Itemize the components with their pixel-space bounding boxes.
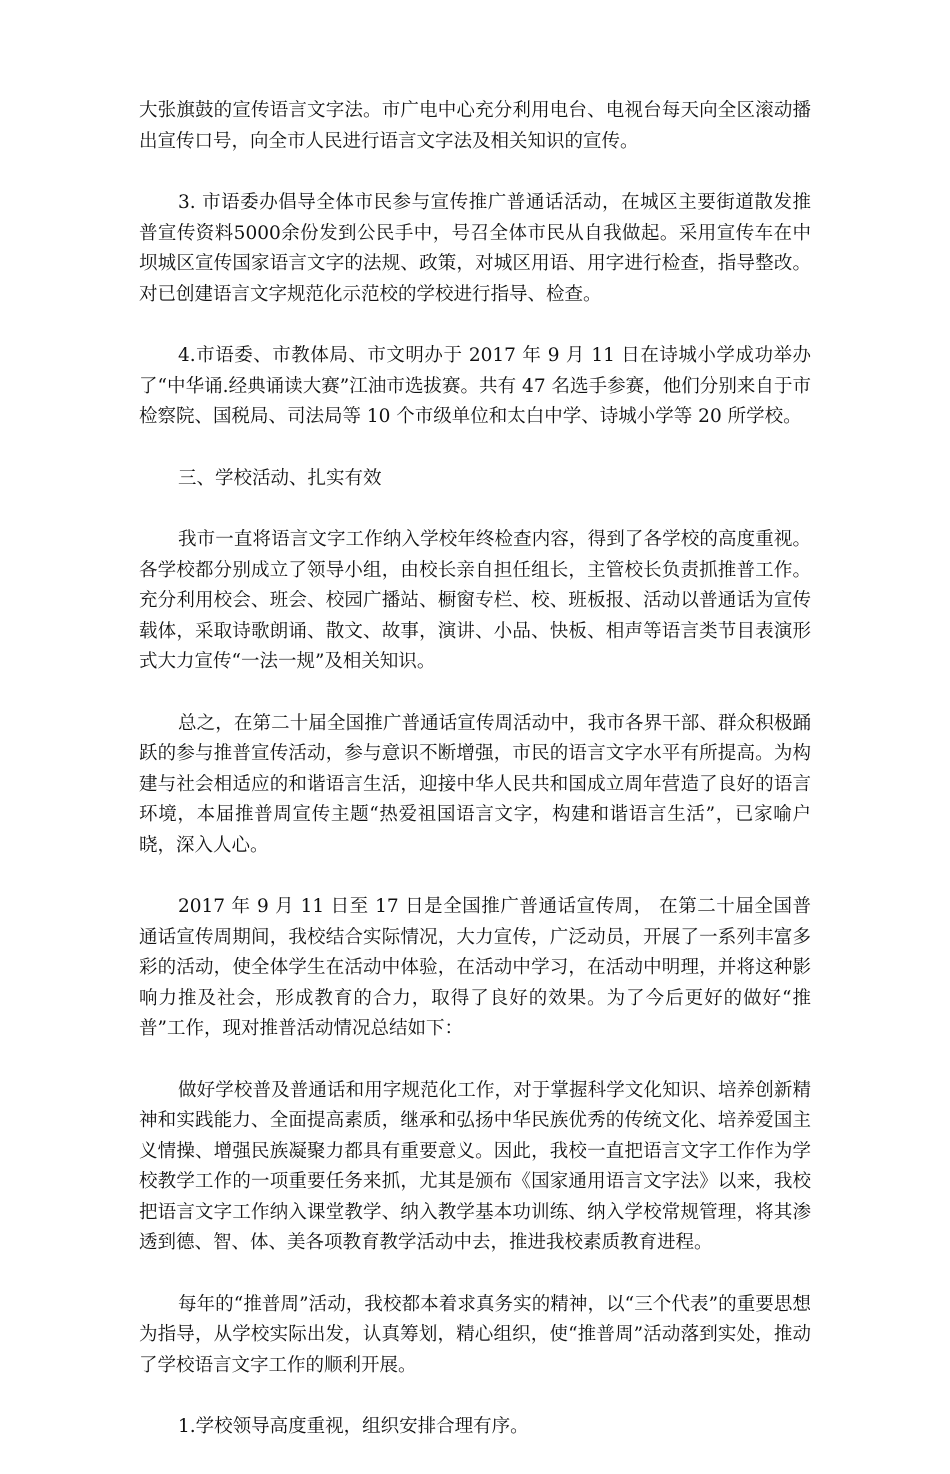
paragraph-standardization: 做好学校普及普通话和用字规范化工作，对于掌握科学文化知识、培养创新精神和实践能力、全面提高素质，继承和弘扬中华民族优秀的传统文化、培养爱国主义情操、增强民族凝聚力都具有重要意义。因此，我校一直把语言文字工作作为学校教学工作的一项重要任务来抓，尤其是颁布《国家通用语言文字法》以来，我校把语言文字工作纳入课堂教学、纳入教学基本功训练、纳入学校常规管理，将其渗透到德、智、体、美各项教育教学活动中去，推进我校素质教育进程。 <box>139 1079 811 1253</box>
paragraph-item-3: 3. 市语委办倡导全体市民参与宣传推广普通话活动，在城区主要街道散发推普宣传资料5000余份发到公民手中，号召全体市民从自我做起。采用宣传车在中坝城区宣传国家语言文字的法规、政策，对城区用语、用字进行检查，指导整改。对已创建语言文字规范化示范校的学校进行指导、检查。 <box>139 192 811 305</box>
paragraph-item-4: 4.市语委、市教体局、市文明办于 2017 年 9 月 11 日在诗城小学成功举办了“中华诵.经典诵读大赛”江油市选拔赛。共有 47 名选手参赛，他们分别来自于市检察院、国税局、司法局等 10 个市级单位和太白中学、诗城小学等 20 所学校。 <box>139 345 811 427</box>
section-heading: 三、学校活动、扎实有效 <box>178 467 382 489</box>
paragraph-item-1: 1.学校领导高度重视，组织安排合理有序。 <box>178 1416 529 1437</box>
paragraph-promotion-week: 2017 年 9 月 11 日至 17 日是全国推广普通话宣传周， 在第二十届全国普通话宣传周期间，我校结合实际情况，大力宣传，广泛动员，开展了一系列丰富多彩的活动，使全体学生在活动中体验，在活动中学习，在活动中明理，并将这种影响力推及社会，形成教育的合力，取得了良好的效果。为了今后更好的做好“推普”工作，现对推普活动情况总结如下： <box>139 896 811 1039</box>
paragraph-continuation: 大张旗鼓的宣传语言文字法。市广电中心充分利用电台、电视台每天向全区滚动播出宣传口号，向全市人民进行语言文字法及相关知识的宣传。 <box>139 100 811 152</box>
paragraph-school-activities: 我市一直将语言文字工作纳入学校年终检查内容，得到了各学校的高度重视。各学校都分别成立了领导小组，由校长亲自担任组长，主管校长负责抓推普工作。充分利用校会、班会、校园广播站、橱窗专栏、校、班板报、活动以普通话为宣传载体，采取诗歌朗诵、散文、故事，演讲、小品、快板、相声等语言类节目表演形式大力宣传“一法一规”及相关知识。 <box>139 529 811 672</box>
document-body <box>139 96 811 1474</box>
paragraph-summary: 总之，在第二十届全国推广普通话宣传周活动中，我市各界干部、群众积极踊跃的参与推普宣传活动，参与意识不断增强，市民的语言文字水平有所提高。为构建与社会相适应的和谐语言生活，迎接中华人民共和国成立周年营造了良好的语言环境，本届推普周宣传主题“热爱祖国语言文字，构建和谐语言生活”，已家喻户晓，深入人心。 <box>139 712 811 856</box>
paragraph-annual-activity: 每年的“推普周”活动，我校都本着求真务实的精神，以“三个代表”的重要思想为指导，从学校实际出发，认真筹划，精心组织，使“推普周”活动落到实处，推动了学校语言文字工作的顺利开展。 <box>139 1293 811 1376</box>
